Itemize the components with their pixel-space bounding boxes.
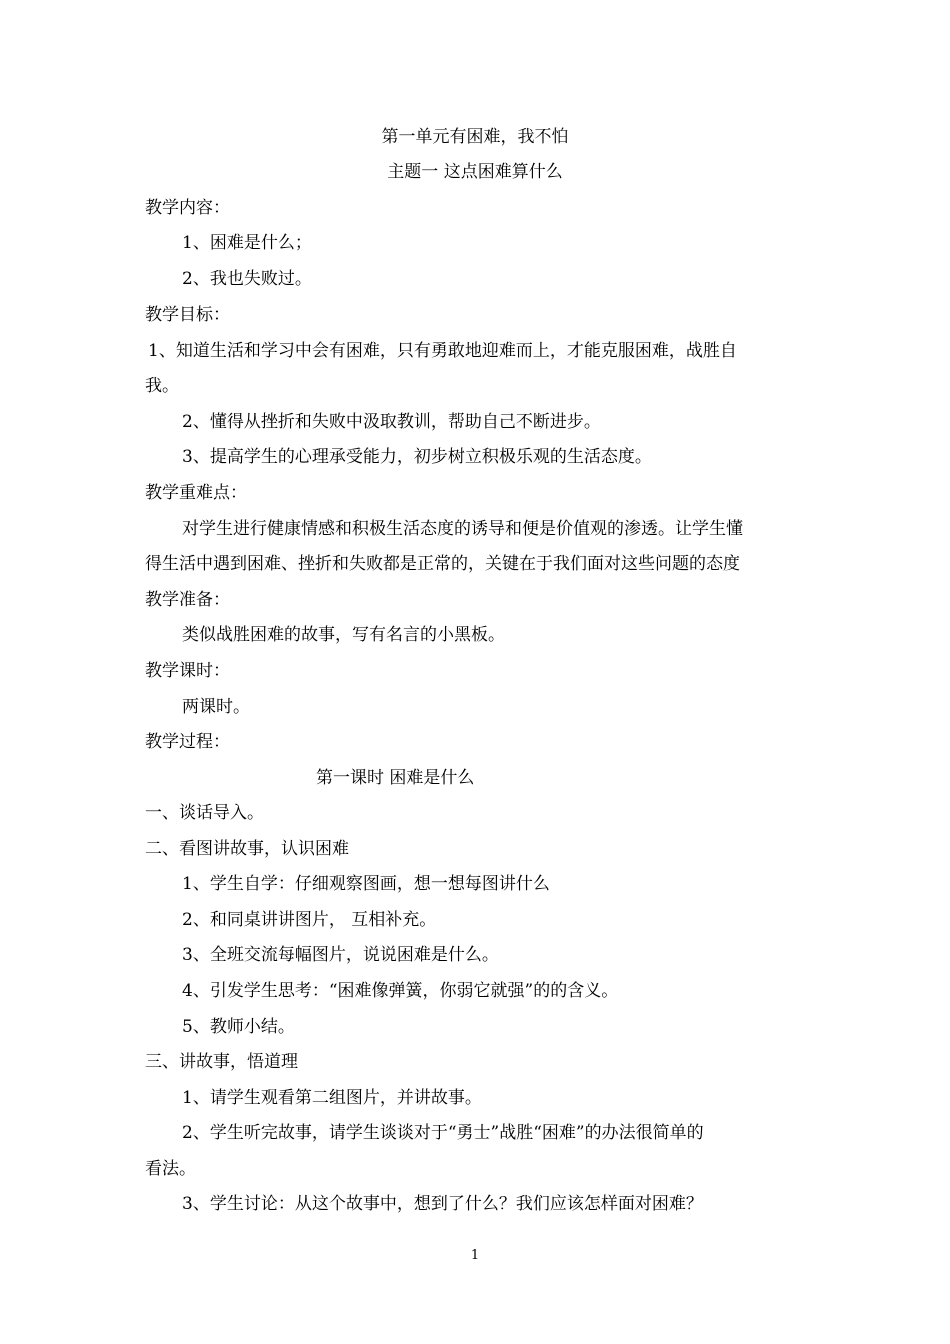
text-line: 类似战胜困难的故事，写有名言的小黑板。 (182, 625, 505, 645)
text-line: 2、懂得从挫折和失败中汲取教训，帮助自己不断进步。 (182, 412, 601, 432)
section-heading-key-points: 教学重难点： (145, 483, 247, 503)
text-line: 3、提高学生的心理承受能力，初步树立积极乐观的生活态度。 (182, 447, 652, 467)
text-line: 2、我也失败过。 (182, 269, 312, 289)
text-line: 2、学生听完故事，请学生谈谈对于“勇士”战胜“困难”的办法很简单的 (182, 1123, 704, 1143)
text-line: 1、请学生观看第二组图片，并讲故事。 (182, 1088, 482, 1108)
section-heading-content: 教学内容： (145, 198, 230, 218)
document-subtitle: 主题一 这点困难算什么 (387, 162, 563, 182)
text-line: 对学生进行健康情感和积极生活态度的诱导和便是价值观的渗透。让学生懂 (182, 519, 743, 539)
text-line: 两课时。 (182, 697, 250, 717)
text-line: 1、学生自学：仔细观察图画，想一想每图讲什么 (182, 874, 550, 894)
text-line: 得生活中遇到困难、挫折和失败都是正常的，关键在于我们面对这些问题的态度 (145, 554, 740, 574)
section-heading-goals: 教学目标： (145, 305, 230, 325)
section-heading-process: 教学过程： (145, 732, 230, 752)
text-line: 3、全班交流每幅图片，说说困难是什么。 (182, 945, 499, 965)
section-heading-preparation: 教学准备： (145, 590, 230, 610)
lesson-heading: 第一课时 困难是什么 (316, 768, 475, 788)
document-title: 第一单元有困难，我不怕 (381, 127, 569, 147)
text-line: 3、学生讨论：从这个故事中，想到了什么？我们应该怎样面对困难？ (182, 1194, 703, 1214)
text-line: 1、知道生活和学习中会有困难，只有勇敢地迎难而上，才能克服困难，战胜自 (148, 341, 737, 361)
text-line: 4、引发学生思考：“困难像弹簧，你弱它就强”的的含义。 (182, 981, 619, 1001)
text-line: 我。 (145, 376, 179, 396)
text-line: 二、看图讲故事，认识困难 (145, 839, 349, 859)
text-line: 2、和同桌讲讲图片， 互相补充。 (182, 910, 437, 930)
text-line: 三、讲故事，悟道理 (145, 1052, 298, 1072)
text-line: 1、困难是什么； (182, 233, 312, 253)
section-heading-periods: 教学课时： (145, 661, 230, 681)
text-line: 看法。 (145, 1159, 196, 1179)
page-number: 1 (470, 1248, 480, 1263)
text-line: 5、教师小结。 (182, 1017, 295, 1037)
text-line: 一、谈话导入。 (145, 803, 264, 823)
